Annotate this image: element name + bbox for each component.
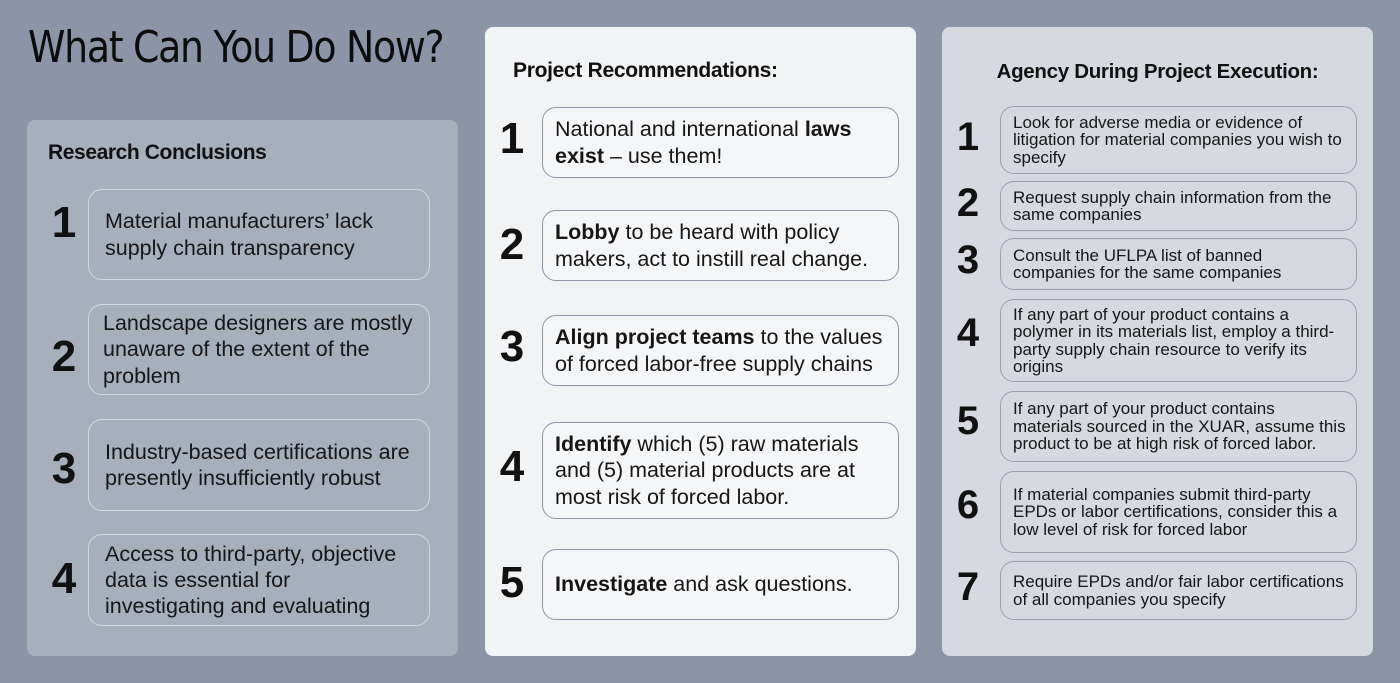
project-item-box	[542, 422, 899, 519]
agency-item-box	[1000, 106, 1357, 174]
agency-item-text: Consult the UFLPA list of banned companies for the same companies	[1013, 245, 1282, 282]
research-item-text: Industry-based certifications are presently insufficiently robust	[105, 439, 410, 490]
research-item-box	[88, 419, 430, 511]
project-item-emphasis: Investigate	[555, 572, 668, 597]
project-item-number: 4	[499, 442, 525, 491]
research-item-text: Landscape designers are mostly unaware of the extent of the problem	[103, 311, 413, 388]
agency-execution-panel	[942, 27, 1373, 656]
project-item-text: Align project teams to the values of forced labor-free supply chains	[555, 324, 883, 376]
project-item-emphasis: Align project teams	[555, 324, 755, 349]
research-item-text: Material manufacturers’ lack supply chain transparency	[105, 209, 374, 260]
project-item-emphasis: Lobby	[555, 219, 620, 244]
agency-item-box	[1000, 238, 1357, 290]
agency-item-number: 5	[956, 399, 980, 443]
research-item-number: 4	[51, 554, 77, 603]
project-item-box	[542, 549, 899, 620]
agency-item-number: 4	[956, 311, 980, 355]
research-item-number: 1	[51, 198, 77, 247]
agency-execution-heading: Agency During Project Execution:	[996, 60, 1319, 83]
project-item-emphasis: laws exist	[555, 116, 852, 168]
agency-item-number: 7	[956, 565, 980, 609]
project-item-text: National and international laws exist – use them!	[555, 116, 852, 168]
project-recommendations-heading: Project Recommendations:	[513, 59, 778, 82]
project-item-number: 5	[499, 558, 525, 607]
agency-item-text: If any part of your product contains materials sourced in the XUAR, assume this product to be at high risk of forced labor.	[1013, 399, 1346, 454]
project-item-text: Investigate and ask questions.	[555, 572, 853, 597]
agency-item-text: Require EPDs and/or fair labor certifications of all companies you specify	[1013, 572, 1344, 609]
agency-item-box	[1000, 391, 1357, 462]
agency-item-text: Request supply chain information from the same companies	[1013, 187, 1332, 224]
research-item-number: 3	[51, 444, 77, 493]
agency-item-number: 1	[956, 115, 980, 159]
agency-item-number: 3	[956, 238, 980, 282]
page-title: What Can You Do Now?	[28, 22, 444, 73]
project-recommendations-panel	[485, 27, 916, 656]
project-item-text: Identify which (5) raw materials and (5) material products are at most risk of forced labor.	[555, 431, 859, 509]
agency-item-text: Look for adverse media or evidence of litigation for material companies you wish to specify	[1013, 112, 1342, 167]
agency-item-box	[1000, 471, 1357, 553]
agency-item-box	[1000, 561, 1357, 620]
research-item-box	[88, 189, 430, 280]
project-item-box	[542, 107, 899, 178]
research-conclusions-panel	[27, 120, 458, 656]
agency-item-text: If any part of your product contains a polymer in its materials list, employ a third-party supply chain resource to verify its origins	[1013, 304, 1335, 376]
agency-item-text: If material companies submit third-party EPDs or labor certifications, consider this a low level of risk for forced labor	[1013, 484, 1338, 539]
agency-item-number: 6	[956, 483, 980, 527]
research-item-number: 2	[51, 332, 77, 381]
research-item-box	[88, 534, 430, 626]
project-item-text: Lobby to be heard with policy makers, act to instill real change.	[555, 219, 869, 271]
project-item-number: 1	[499, 114, 525, 163]
agency-item-box	[1000, 181, 1357, 231]
project-item-number: 3	[499, 322, 525, 371]
research-item-text: Access to third-party, objective data is essential for investigating and evaluating	[105, 541, 397, 619]
project-item-number: 2	[499, 220, 525, 269]
project-item-box	[542, 315, 899, 386]
agency-item-number: 2	[956, 181, 980, 225]
research-conclusions-heading: Research Conclusions	[48, 141, 267, 164]
project-item-emphasis: Identify	[555, 431, 632, 456]
project-item-box	[542, 210, 899, 281]
research-item-box	[88, 304, 430, 395]
agency-item-box	[1000, 299, 1357, 382]
